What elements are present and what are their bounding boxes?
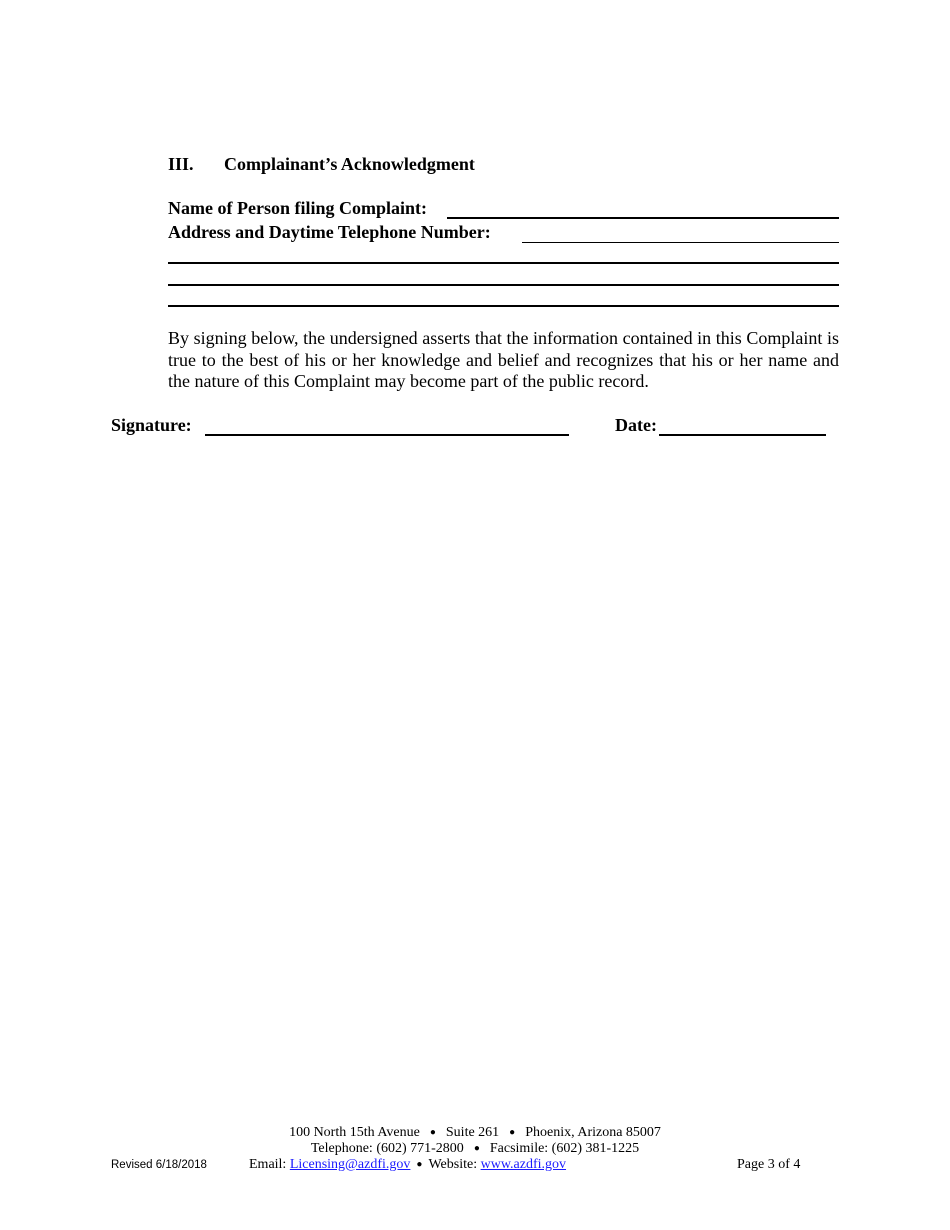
address-label: Address and Daytime Telephone Number: bbox=[168, 222, 491, 242]
address-field-line[interactable] bbox=[522, 242, 839, 243]
footer-city: Phoenix, Arizona 85007 bbox=[525, 1125, 661, 1140]
section-title: Complainant’s Acknowledgment bbox=[224, 154, 475, 174]
footer-phone bbox=[0, 1141, 950, 1157]
footer-address bbox=[0, 1125, 950, 1141]
footer-telephone: Telephone: (602) 771-2800 bbox=[310, 1141, 464, 1156]
bullet-icon: ● bbox=[509, 1127, 516, 1138]
footer-contact bbox=[249, 1157, 566, 1173]
date-field-line[interactable] bbox=[659, 434, 826, 436]
footer-suite: Suite 261 bbox=[445, 1125, 500, 1140]
address-line-4[interactable] bbox=[168, 305, 839, 307]
date-label: Date: bbox=[615, 415, 657, 435]
bullet-icon: ● bbox=[473, 1143, 480, 1154]
signature-field-line[interactable] bbox=[205, 434, 569, 436]
address-line-3[interactable] bbox=[168, 284, 839, 286]
email-link[interactable]: Licensing@azdfi.gov bbox=[289, 1157, 411, 1172]
section-number: III. bbox=[168, 154, 194, 174]
bullet-icon: ● bbox=[416, 1159, 423, 1170]
website-label: Website: bbox=[428, 1157, 478, 1172]
website-link[interactable]: www.azdfi.gov bbox=[480, 1157, 567, 1172]
footer-street: 100 North 15th Avenue bbox=[289, 1125, 420, 1140]
email-label: Email: bbox=[249, 1157, 287, 1172]
bullet-icon: ● bbox=[429, 1127, 436, 1138]
name-label: Name of Person filing Complaint: bbox=[168, 198, 427, 218]
name-field-line[interactable] bbox=[447, 217, 839, 219]
page-number: Page 3 of 4 bbox=[737, 1157, 801, 1172]
address-line-2[interactable] bbox=[168, 262, 839, 264]
footer-facsimile: Facsimile: (602) 381-1225 bbox=[489, 1141, 640, 1156]
revised-date: Revised 6/18/2018 bbox=[111, 1159, 207, 1171]
signature-label: Signature: bbox=[111, 415, 192, 435]
acknowledgment-statement: By signing below, the undersigned asserts that the information contained in this Complaint is true to the best of his or her knowledge and belief and recognizes that his or her name and the nature of this Complaint may become part of the public record. bbox=[168, 328, 839, 391]
